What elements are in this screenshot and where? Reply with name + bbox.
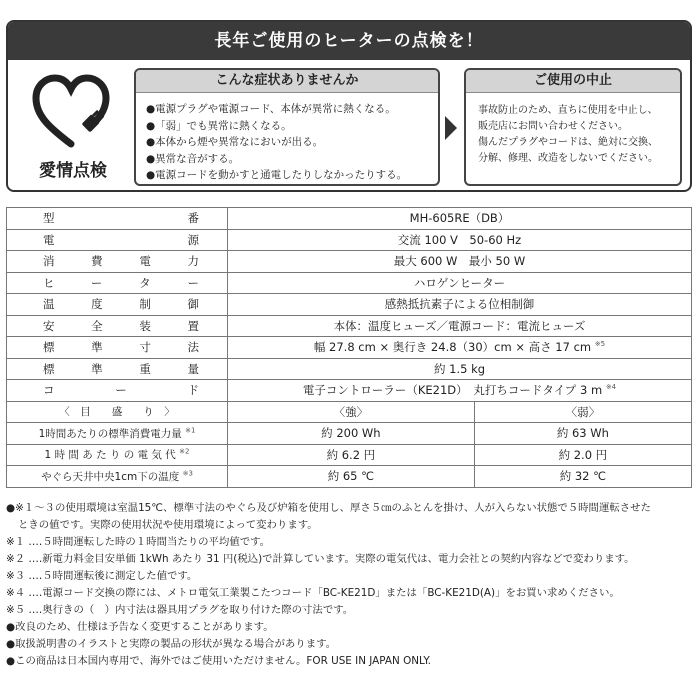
spec-value: 交流 100 V 50-60 Hz: [228, 229, 692, 251]
footnote-mark: ※5: [594, 340, 606, 349]
spec-label: 安全装置: [7, 315, 228, 337]
table-row: [7, 251, 692, 273]
note-line: ※５ ‥‥奥行きの（ ）内寸法は器具用プラグを取り付けた際の寸法です。: [6, 604, 354, 616]
note-line: ※１ ‥‥５時間運転した時の１時間当たりの平均値です。: [6, 536, 271, 548]
scale-label: 1 時 間 あ た り の 電 気 代: [44, 449, 176, 462]
spec-table: [6, 207, 692, 488]
symptom-item: ●電源コードを動かすと通電したりしなかったりする。: [146, 169, 408, 181]
footnote-mark: ※4: [605, 383, 617, 392]
scale-label-cell: [7, 444, 228, 466]
symptoms-title: こんな症状ありませんか: [136, 70, 438, 93]
symptom-item: ●異常な音がする。: [146, 152, 240, 165]
table-row: [7, 466, 692, 488]
note-line: ※４ ‥‥電源コード交換の際には、メトロ電気工業製こたつコード「BC-KE21D」または「BC-KE21D(A)」をお買い求めください。: [6, 587, 620, 599]
table-row: [7, 358, 692, 380]
scale-weak-value: 約 32 ℃: [474, 466, 691, 488]
scale-label-cell: [7, 423, 228, 445]
stop-text: [478, 103, 672, 167]
symptoms-list: [146, 101, 438, 184]
stop-title: ご使用の中止: [466, 70, 680, 93]
spec-label: 標準寸法: [7, 337, 228, 359]
table-row: [7, 423, 692, 445]
badge-label: 愛情点検: [39, 161, 107, 181]
note-line: ※３ ‥‥５時間運転後に測定した値です。: [6, 570, 198, 582]
spec-label: ヒーター: [7, 272, 228, 294]
spec-value: 電子コントローラー（KE21D） 丸打ちコードタイプ 3 m: [302, 383, 603, 398]
stop-use-box: [464, 68, 682, 186]
symptom-item: ●「弱」でも異常に熱くなる。: [146, 119, 292, 132]
spec-label: 標準重量: [7, 358, 228, 380]
symptoms-box: [134, 68, 440, 186]
note-line: ※２ ‥‥新電力料金目安単価 1kWh あたり 31 円(税込)で計算しています。実際の電気代は、電力会社との契約内容などで変わります。: [6, 553, 635, 565]
footnotes: [6, 500, 694, 670]
footnote-mark: ※3: [182, 469, 193, 478]
scale-strong-value: 約 200 Wh: [228, 423, 475, 445]
note-line: ●改良のため、仕様は予告なく変更することがあります。: [6, 621, 274, 633]
spec-value: 幅 27.8 cm × 奥行き 24.8（30）cm × 高さ 17 cm: [313, 340, 592, 355]
spec-label: 温度制御: [7, 294, 228, 316]
table-row: [7, 444, 692, 466]
table-row: [7, 380, 692, 402]
note-line: ●※１～３の使用環境は室温15℃、標準寸法のやぐら及び炉箱を使用し、厚さ５㎝のふとんを掛け、人が入らない状態で５時間運転させた: [6, 502, 651, 514]
stop-line: 販売店にお問い合わせください。: [478, 121, 628, 132]
arrow-right-icon: [445, 116, 457, 140]
scale-label: やぐら天井中央1cm下の温度: [41, 470, 180, 483]
spec-label: コード: [7, 380, 228, 402]
scale-weak-value: 約 63 Wh: [474, 423, 691, 445]
table-row: [7, 294, 692, 316]
scale-header-weak: 〈弱〉: [474, 401, 691, 423]
scale-label: 1時間あたりの標準消費電力量: [38, 427, 182, 440]
table-row: [7, 401, 692, 423]
stop-line: 事故防止のため、直ちに使用を中止し、: [478, 105, 658, 116]
spec-value: 約 1.5 kg: [228, 358, 692, 380]
spec-value-cell: [228, 380, 692, 402]
spec-value: ハロゲンヒーター: [228, 272, 692, 294]
spec-value-cell: [228, 337, 692, 359]
table-row: [7, 272, 692, 294]
notice-banner: 長年ご使用のヒーターの点検を！: [8, 22, 690, 60]
table-row: [7, 229, 692, 251]
symptom-item: ●電源プラグや電源コード、本体が異常に熱くなる。: [146, 103, 396, 115]
footnote-mark: ※2: [179, 447, 190, 456]
scale-strong-value: 約 6.2 円: [228, 444, 475, 466]
spec-value: 感熱抵抗素子による位相制御: [228, 294, 692, 316]
scale-header-label: 〈 目 盛 り 〉: [7, 401, 228, 423]
table-row: [7, 315, 692, 337]
scale-header-strong: 〈強〉: [228, 401, 475, 423]
spec-label: 型番: [7, 208, 228, 230]
note-line: ●この商品は日本国内専用で、海外ではご使用いただけません。FOR USE IN JAPAN ONLY.: [6, 655, 431, 667]
note-line: ときの値です。実際の使用状況や使用環境によって変わります。: [18, 519, 318, 531]
spec-label: 消費電力: [7, 251, 228, 273]
note-line: ●取扱説明書のイラストと実際の製品の形状が異なる場合があります。: [6, 638, 337, 650]
scale-weak-value: 約 2.0 円: [474, 444, 691, 466]
footnote-mark: ※1: [185, 426, 196, 435]
table-row: [7, 208, 692, 230]
heart-plug-icon: [30, 72, 112, 152]
symptom-item: ●本体から煙や異常なにおいが出る。: [146, 136, 324, 148]
spec-value: 最大 600 W 最小 50 W: [228, 251, 692, 273]
table-row: [7, 337, 692, 359]
spec-value: 本体：温度ヒューズ／電源コード：電流ヒューズ: [228, 315, 692, 337]
inspection-notice-box: [6, 20, 692, 192]
stop-line: 分解、修理、改造をしないでください。: [478, 153, 658, 164]
scale-strong-value: 約 65 ℃: [228, 466, 475, 488]
stop-line: 傷んだプラグやコードは、絶対に交換、: [478, 137, 658, 148]
spec-label: 電源: [7, 229, 228, 251]
spec-value: MH-605RE（DB）: [228, 208, 692, 230]
scale-label-cell: [7, 466, 228, 488]
